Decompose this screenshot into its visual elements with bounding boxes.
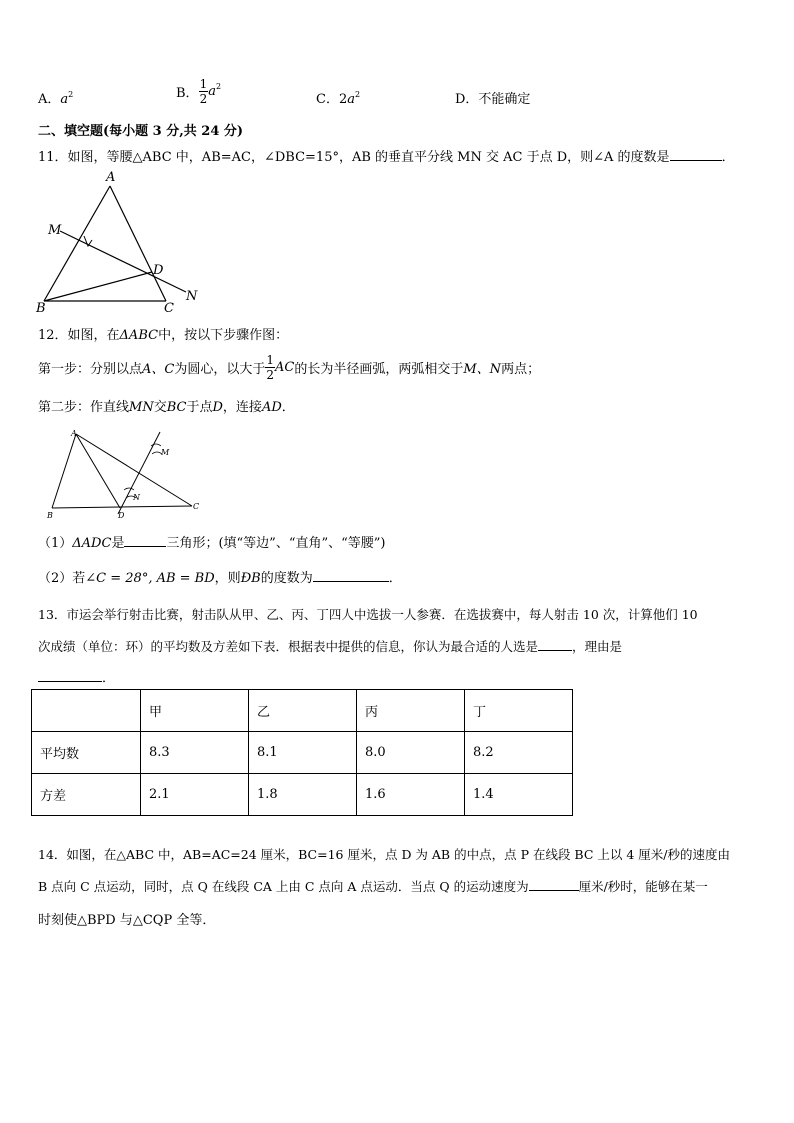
table-cell: 平均数 (32, 732, 141, 774)
text: 中，按以下步骤作图： (158, 328, 289, 343)
q13-line3 (38, 667, 115, 686)
table-cell: 1.8 (249, 774, 357, 816)
text: 两点； (501, 362, 541, 377)
table-cell: 1.4 (465, 774, 573, 816)
table-cell: 2.1 (141, 774, 249, 816)
math: D (212, 400, 223, 415)
table-cell: 甲 (141, 690, 249, 732)
segment-ac (110, 186, 166, 301)
math: AD (261, 400, 282, 415)
fraction-one-half (265, 354, 275, 381)
label-c: C (193, 502, 200, 511)
label-d: D (118, 511, 125, 520)
text: 是 (111, 536, 125, 551)
line-mn (60, 231, 186, 292)
answer-blank[interactable] (529, 878, 579, 891)
q11-stem: 11．如图，等腰△ABC 中，AB=AC，∠DBC=15°，AB 的垂直平分线 MN 交 AC 于点 D，则∠A 的度数是 (38, 150, 670, 165)
q13-line1: 13．市运会举行射击比赛，射击队从甲、乙、丙、丁四人中选拔一人参赛．在选拔赛中，每人射击 10 次，计算他们 10 (38, 607, 698, 622)
label-b: B (36, 301, 46, 316)
math: MN (129, 400, 154, 415)
option-exp: 2 (68, 90, 74, 99)
option-expr: a (347, 92, 355, 107)
label-a: A (106, 170, 116, 185)
fraction-denominator: 2 (199, 92, 208, 106)
text: （2）若 (38, 571, 86, 586)
q12-figure (40, 424, 210, 522)
math: BC (166, 400, 187, 415)
fraction-one-half (199, 78, 209, 105)
answer-blank[interactable] (313, 569, 389, 582)
option-exp: 2 (355, 90, 361, 99)
option-exp: 2 (215, 82, 222, 91)
answer-blank-choice[interactable] (538, 638, 572, 651)
text: 交 (153, 400, 167, 415)
answer-blank-reason[interactable] (38, 669, 102, 682)
text: 为圆心，以大于 (174, 362, 266, 377)
q13-line2 (38, 637, 622, 655)
table-row (32, 732, 573, 774)
q14-line2 (38, 877, 708, 895)
math: M、N (463, 362, 502, 377)
text: 三角形；(填“等边”、“直角”、“等腰”) (166, 536, 386, 551)
q12-step1 (38, 354, 540, 381)
segment-bd (44, 272, 152, 301)
option-label: B． (176, 86, 199, 101)
text: ． (102, 671, 116, 686)
table-cell: 8.3 (141, 732, 249, 774)
label-c: C (164, 301, 174, 316)
label-n: N (133, 493, 140, 502)
text: ，则 (214, 571, 241, 586)
option-label: C． (316, 92, 339, 107)
label-a: A (71, 429, 77, 438)
option-a (38, 88, 73, 107)
math: ∠C = 28°, AB = BD (85, 571, 215, 586)
label-d: D (153, 263, 164, 278)
q12-step2 (38, 396, 295, 415)
label-m: M (161, 448, 170, 457)
text: 第一步：分别以点 (38, 362, 143, 377)
text: ． (388, 571, 402, 586)
q11-text (38, 146, 735, 165)
q12-intro (38, 324, 288, 343)
q14-line1: 14．如图，在△ABC 中，AB=AC=24 厘米，BC=16 厘米，点 D 为 AB 的中点，点 P 在线段 BC 上以 4 厘米/秒的速度由 (38, 847, 730, 862)
scores-table (31, 689, 573, 816)
fraction-numerator: 1 (199, 77, 208, 91)
answer-blank[interactable] (124, 534, 166, 547)
segment-ab (52, 434, 76, 508)
table-cell: 方差 (32, 774, 141, 816)
option-b (176, 78, 221, 105)
option-c (316, 88, 360, 107)
section-title: 二、填空题(每小题 3 分,共 24 分) (38, 124, 244, 139)
text: 次成绩（单位：环）的平均数及方差如下表．根据表中提供的信息，你认为最合适的人选是 (38, 639, 539, 654)
math: AC (275, 360, 295, 375)
math: A、C (142, 362, 175, 377)
fraction-denominator: 2 (266, 368, 275, 382)
text: ，连接 (222, 400, 262, 415)
option-coef: 2 (338, 92, 348, 107)
text: 的度数为 (260, 571, 313, 586)
text: （1） (38, 536, 73, 551)
table-cell (32, 690, 141, 732)
label-m: M (48, 223, 62, 238)
math: ÐB (240, 571, 261, 586)
math: ΔABC (119, 328, 159, 343)
option-expr: a (60, 92, 69, 107)
q12-sub1 (38, 532, 385, 551)
table-cell: 8.2 (465, 732, 573, 774)
q11-figure (30, 168, 210, 318)
segment-ab (44, 186, 110, 301)
text: 的长为半径画弧，两弧相交于 (294, 362, 464, 377)
label-b: B (47, 511, 53, 520)
option-label: A． (38, 92, 61, 107)
q11-end: ． (721, 150, 735, 165)
text: ，理由是 (572, 639, 623, 654)
answer-blank[interactable] (670, 148, 722, 161)
table-cell: 8.1 (249, 732, 357, 774)
table-cell: 丁 (465, 690, 573, 732)
text: ． (281, 400, 295, 415)
fraction-numerator: 1 (266, 353, 275, 367)
option-d: D．不能确定 (455, 92, 531, 107)
text: 12．如图，在 (38, 328, 120, 343)
arc-n (124, 488, 134, 490)
segment-ad (76, 434, 120, 508)
q14-line3: 时刻使△BPD 与△CQP 全等． (38, 913, 216, 928)
table-cell: 丙 (357, 690, 465, 732)
table-row (32, 774, 573, 816)
text: 于点 (186, 400, 213, 415)
table-header-row (32, 690, 573, 732)
text: 第二步：作直线 (38, 400, 130, 415)
label-n: N (186, 289, 198, 304)
text: 厘米/秒时，能够在某一 (578, 879, 708, 894)
table-cell: 8.0 (357, 732, 465, 774)
text: B 点向 C 点运动，同时，点 Q 在线段 CA 上由 C 点向 A 点运动．当点 Q 的运动速度为 (38, 879, 529, 894)
option-expr: a (208, 84, 216, 99)
table-cell: 乙 (249, 690, 357, 732)
math: ΔADC (72, 536, 112, 551)
table-cell: 1.6 (357, 774, 465, 816)
q12-sub2 (38, 567, 402, 586)
